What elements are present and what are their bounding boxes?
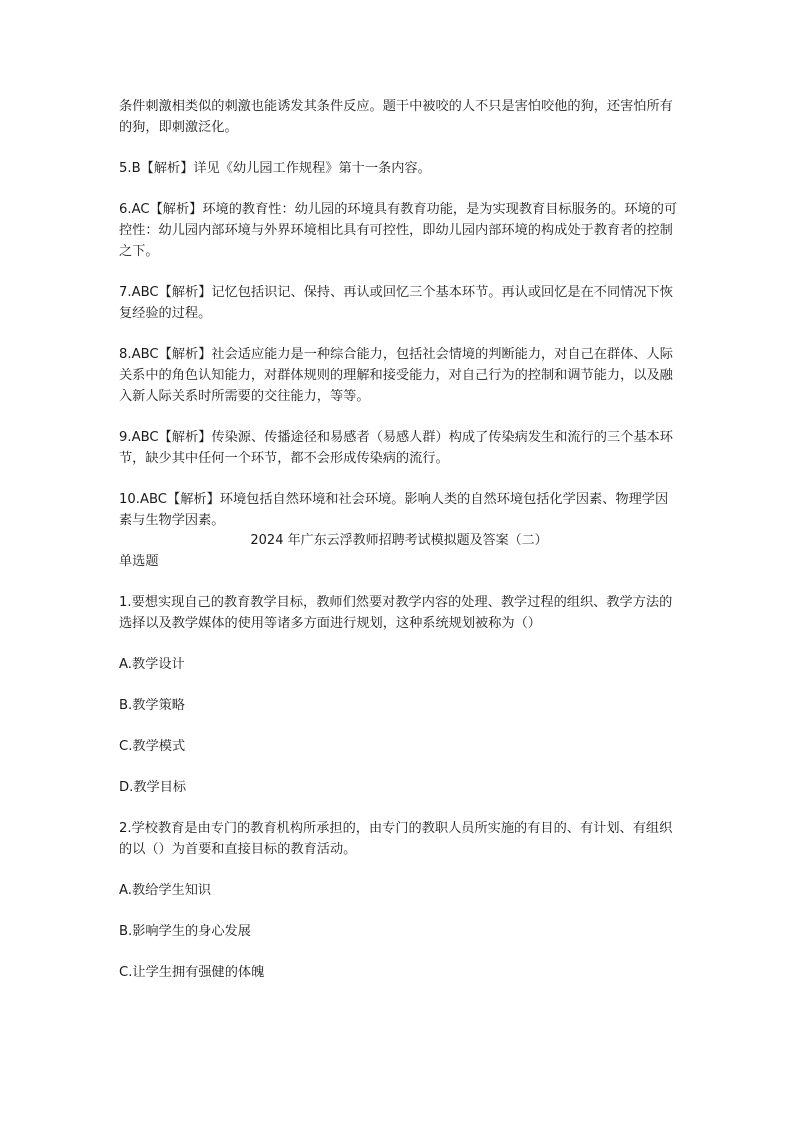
question-2-option-c: C.让学生拥有强健的体魄 (119, 965, 265, 980)
answer-explanation-9: 9.ABC【解析】传染源、传播途径和易感者（易感人群）构成了传染病发生和流行的三个基本环节，缺少其中任何一个环节，都不会形成传染病的流行。 (119, 430, 673, 466)
question-1-option-c: C.教学模式 (119, 739, 186, 754)
answer-explanation-7: 7.ABC【解析】记忆包括识记、保持、再认或回忆三个基本环节。再认或回忆是在不同情况下恢复经验的过程。 (119, 285, 673, 321)
question-2-option-a: A.教给学生知识 (119, 883, 212, 898)
question-1-stem: 1.要想实现自己的教育教学目标，教师们然要对教学内容的处理、教学过程的组织、教学方法的选择以及教学媒体的使用等诸多方面进行规划，这种系统规划被称为（） (119, 595, 673, 631)
section-label: 单选题 (119, 554, 159, 569)
question-1-option-a: A.教学设计 (119, 657, 185, 672)
answer-explanation-4-continued: 条件刺激相类似的刺激也能诱发其条件反应。题干中被咬的人不只是害怕咬他的狗，还害怕所有的狗，即刺激泛化。 (119, 99, 673, 135)
question-1-option-b: B.教学策略 (119, 698, 185, 713)
answer-explanation-8: 8.ABC【解析】社会适应能力是一种综合能力，包括社会情境的判断能力，对自己在群体、人际关系中的角色认知能力，对群体规则的理解和接受能力，对自己行为的控制和调节能力，以及融入新人际关系时所需要的交往能力，等等。 (119, 347, 673, 404)
document-title: 2024 年广东云浮教师招聘考试模拟题及答案（二） (250, 533, 548, 548)
question-2-option-b: B.影响学生的身心发展 (119, 924, 251, 939)
question-2-stem: 2.学校教育是由专门的教育机构所承担的，由专门的教职人员所实施的有目的、有计划、有组织的以（）为首要和直接目标的教育活动。 (119, 821, 673, 857)
answer-explanation-6: 6.AC【解析】环境的教育性：幼儿园的环境具有教育功能，是为实现教育目标服务的。环境的可控性：幼儿园内部环境与外界环境相比具有可控性，即幼儿园内部环境的构成处于教育者的控制之下。 (119, 202, 678, 259)
answer-explanation-10: 10.ABC【解析】环境包括自然环境和社会环境。影响人类的自然环境包括化学因素、物理学因素与生物学因素。 (119, 492, 669, 528)
document-body (119, 96, 679, 1003)
answer-explanation-5: 5.B【解析】详见《幼儿园工作规程》第十一条内容。 (119, 161, 431, 176)
question-1-option-d: D.教学目标 (119, 780, 187, 795)
